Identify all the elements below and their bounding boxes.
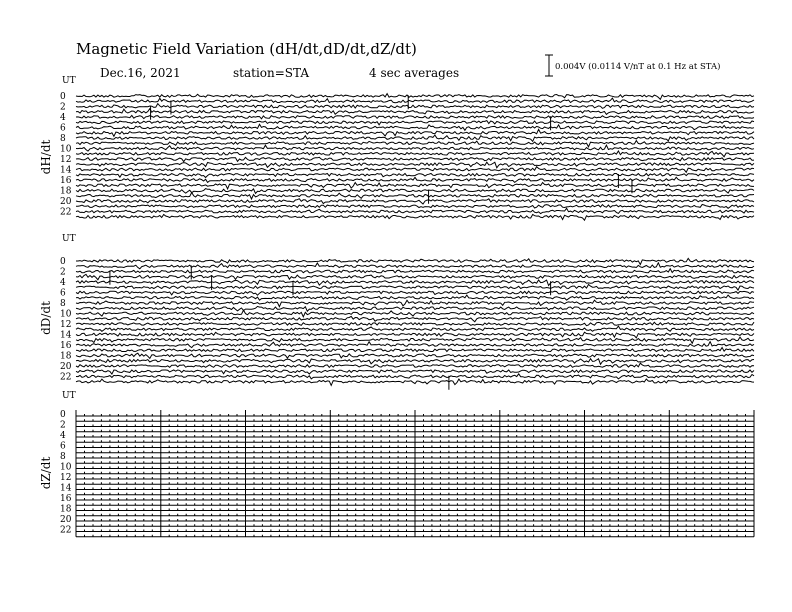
dD-hour-label: 8 (60, 299, 66, 309)
dH-trace-row (76, 162, 754, 168)
dD-trace-row (76, 274, 754, 279)
dH-trace-row (76, 135, 754, 141)
date-label: Dec.16, 2021 (100, 66, 181, 80)
dD-hour-label: 2 (60, 267, 66, 278)
dH-trace-row (76, 193, 754, 200)
dH-trace-row (76, 215, 754, 221)
dH-trace-row (76, 94, 754, 100)
dZ-hour-label: 4 (60, 431, 66, 441)
dH-hour-label: 20 (60, 197, 72, 207)
dZ-panel (39, 391, 754, 537)
dD-trace-row (76, 342, 754, 348)
dD-hour-label: 16 (60, 341, 72, 351)
dD-trace-row (76, 332, 754, 338)
dD-hour-label: 10 (60, 309, 72, 320)
dH-trace-row (76, 167, 754, 173)
dD-hour-label: 0 (60, 257, 66, 267)
dH-trace-row (76, 104, 754, 109)
dZ-hour-label: 20 (60, 515, 72, 525)
dZ-ut-label: UT (62, 391, 76, 401)
dD-hour-label: 18 (60, 351, 72, 362)
dD-ut-label: UT (62, 234, 76, 244)
dH-hour-label: 4 (60, 113, 66, 123)
dD-trace-row (76, 363, 754, 367)
dH-hour-label: 12 (60, 155, 72, 165)
dZ-hour-label: 0 (60, 410, 66, 420)
dD-trace-row (76, 310, 754, 317)
dD-trace-row (76, 316, 754, 321)
trace-panels (39, 76, 754, 537)
dZ-hour-label: 10 (60, 462, 72, 473)
dZ-hour-label: 14 (60, 483, 72, 494)
dD-hour-label: 22 (60, 372, 72, 383)
dH-hour-label: 6 (60, 123, 66, 134)
dH-hour-label: 16 (60, 176, 72, 186)
dZ-hour-label: 18 (60, 504, 72, 515)
dZ-hour-label: 2 (60, 420, 66, 431)
dH-trace-row (76, 98, 754, 103)
scale-bar (545, 55, 720, 76)
dD-trace-row (76, 295, 754, 300)
dD-hour-label: 6 (60, 288, 66, 299)
scale-note: 0.004V (0.0114 V/nT at 0.1 Hz at STA) (555, 62, 721, 72)
dH-trace-row (76, 183, 754, 189)
dD-trace-row (76, 348, 754, 352)
dD-trace-row (76, 306, 754, 311)
dH-ut-label: UT (62, 76, 76, 86)
dH-trace-row (76, 145, 754, 151)
dD-trace-row (76, 269, 754, 273)
dD-hour-label: 12 (60, 320, 72, 330)
dH-hour-label: 14 (60, 165, 72, 176)
averaging-label: 4 sec averages (369, 66, 460, 80)
dZ-hour-label: 12 (60, 473, 72, 483)
dH-trace-row (76, 205, 754, 209)
dD-panel (39, 234, 754, 390)
dH-trace-row (76, 124, 754, 130)
dH-trace-row (76, 208, 754, 213)
chart-title: Magnetic Field Variation (dH/dt,dD/dt,dZ/dt) (76, 40, 417, 58)
dH-trace-row (76, 189, 754, 194)
dD-hour-label: 14 (60, 330, 72, 341)
dD-trace-row (76, 322, 754, 326)
dZ-hour-label: 6 (60, 441, 66, 452)
dH-hour-label: 10 (60, 144, 72, 155)
dD-hour-label: 4 (60, 278, 66, 288)
dD-ylabel: dD/dt (39, 301, 53, 335)
dZ-hour-ticks (76, 410, 754, 416)
dH-panel (39, 76, 754, 220)
dD-trace-row (76, 359, 754, 365)
dD-trace-row (76, 280, 754, 286)
dH-trace-row (76, 151, 754, 157)
dH-ylabel: dH/dt (39, 139, 53, 175)
station-label: station=STA (233, 66, 310, 80)
dD-trace-row (76, 326, 754, 331)
dH-trace-row (76, 121, 754, 125)
dZ-hour-label: 22 (60, 525, 72, 536)
dZ-hour-label: 16 (60, 494, 72, 504)
dD-trace-row (76, 258, 754, 264)
dD-hour-label: 20 (60, 362, 72, 372)
dH-trace-row (76, 157, 754, 161)
dZ-ylabel: dZ/dt (39, 456, 53, 490)
dH-hour-label: 0 (60, 92, 66, 102)
dH-hour-label: 18 (60, 186, 72, 197)
dD-trace-row (76, 285, 754, 291)
dD-trace-row (76, 374, 754, 379)
dZ-hour-label: 8 (60, 452, 66, 462)
dH-hour-label: 22 (60, 207, 72, 218)
dD-trace-row (76, 291, 754, 295)
dH-trace-row (76, 199, 754, 204)
dH-trace-row (76, 129, 754, 136)
dD-trace-row (76, 370, 754, 374)
dH-trace-row (76, 141, 754, 147)
dD-trace-row (76, 337, 754, 343)
dH-hour-label: 2 (60, 102, 66, 113)
dD-trace-row (76, 263, 754, 269)
dD-trace-row (76, 353, 754, 358)
dH-hour-label: 8 (60, 134, 66, 144)
dD-trace-row (76, 300, 754, 307)
dH-trace-row (76, 109, 754, 115)
dD-trace-row (76, 379, 754, 385)
dH-trace-row (76, 177, 754, 182)
dH-trace-row (76, 115, 754, 118)
